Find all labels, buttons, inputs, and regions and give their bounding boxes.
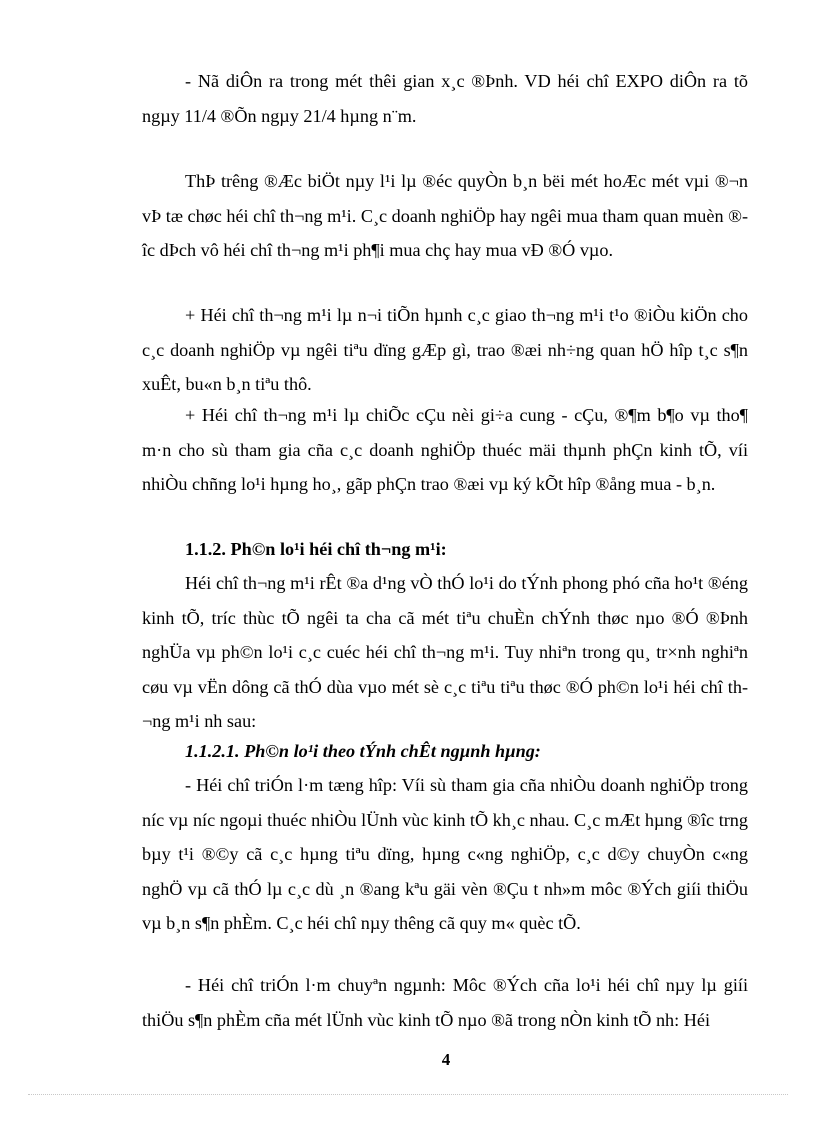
page-number: 4 xyxy=(441,1050,451,1069)
paragraph-classification-intro: Héi chî th¬ng m¹i rÊt ®a d¹ng vÒ thÓ lo¹i do tÝnh phong phó cña ho¹t ®éng kinh tÕ, tríc thùc tÕ ngêi ta cha cã mét tiªu chuÈn chÝnh thøc nµo ®Ó ®Þnh nghÜa vµ ph©n lo¹i c¸c cuéc héi chî th¬ng m¹i. Tuy nhiªn trong qu¸ tr×nh nghiªn cøu vµ vËn dông cã thÓ dùa vµo mét sè c¸c tiªu tiªu thøc ®Ó ph©n lo¹i héi chî th¬ng m¹i nh sau: xyxy=(142,573,748,731)
paragraph-trade-venue: + Héi chî th¬ng m¹i lµ n¬i tiÕn hµnh c¸c giao th¬ng m¹i t¹o ®iÒu kiÖn cho c¸c doanh nghiÖp vµ ngêi tiªu dïng gÆp gì, trao ®æi nh÷ng quan hÖ hîp t¸c s¶n xuÊt, bu«n b¸n tiªu thô. xyxy=(142,305,748,394)
paragraph-general-fair: - Héi chî triÓn l·m tæng hîp: Víi sù tham gia cña nhiÒu doanh nghiÖp trong níc vµ níc ngoµi thuéc nhiÒu lÜnh vùc kinh tÕ kh¸c nhau. C¸c mÆt hµng ®îc trng bµy t¹i ®©y cã c¸c hµng tiªu dïng, hµng c«ng nghiÖp, c¸c d©y chuyÒn c«ng nghÖ vµ cã thÓ lµ c¸c dù ¸n ®ang kªu gäi vèn ®Çu t nh»m môc ®Ých giíi thiÖu vµ b¸n s¶n phÈm. C¸c héi chî nµy thêng cã quy m« quèc tÕ. xyxy=(142,775,748,933)
paragraph-exhibition-time: - Nã diÔn ra trong mét thêi gian x¸c ®Þnh. VD héi chî EXPO diÔn ra tõ ngµy 11/4 ®Õn ngµy 21/4 hµng n¨m. xyxy=(142,71,748,126)
subsection-heading-by-industry: 1.1.2.1. Ph©n lo¹i theo tÝnh chÊt ngµnh hµng: xyxy=(185,741,541,761)
paragraph-supply-demand-bridge: + Héi chî th¬ng m¹i lµ chiÕc cÇu nèi gi÷a cung - cÇu, ®¶m b¶o vµ tho¶ m·n cho sù tham gia cña c¸c doanh nghiÖp thuéc mäi thµnh phÇn kinh tÕ, víi nhiÒu chñng lo¹i hµng ho¸, gãp phÇn trao ®æi vµ ký kÕt hîp ®ång mua - b¸n. xyxy=(142,405,748,494)
footer-divider xyxy=(28,1094,788,1095)
section-heading-classification: 1.1.2. Ph©n lo¹i héi chî th¬ng m¹i: xyxy=(185,539,447,559)
paragraph-specialized-fair: - Héi chî triÓn l·m chuyªn ngµnh: Môc ®Ých cña lo¹i héi chî nµy lµ giíi thiÖu s¶n phÈm cña mét lÜnh vùc kinh tÕ nµo ®ã trong nÒn kinh tÕ nh: Héi xyxy=(142,975,748,1030)
paragraph-exclusive-market: ThÞ trêng ®Æc biÖt nµy l¹i lµ ®éc quyÒn b¸n bëi mét hoÆc mét vµi ®¬n vÞ tæ chøc héi chî th¬ng m¹i. C¸c doanh nghiÖp hay ngêi mua tham quan muèn ®îc dÞch vô héi chî th¬ng m¹i ph¶i mua chç hay mua vÐ ®Ó vµo. xyxy=(142,171,748,260)
